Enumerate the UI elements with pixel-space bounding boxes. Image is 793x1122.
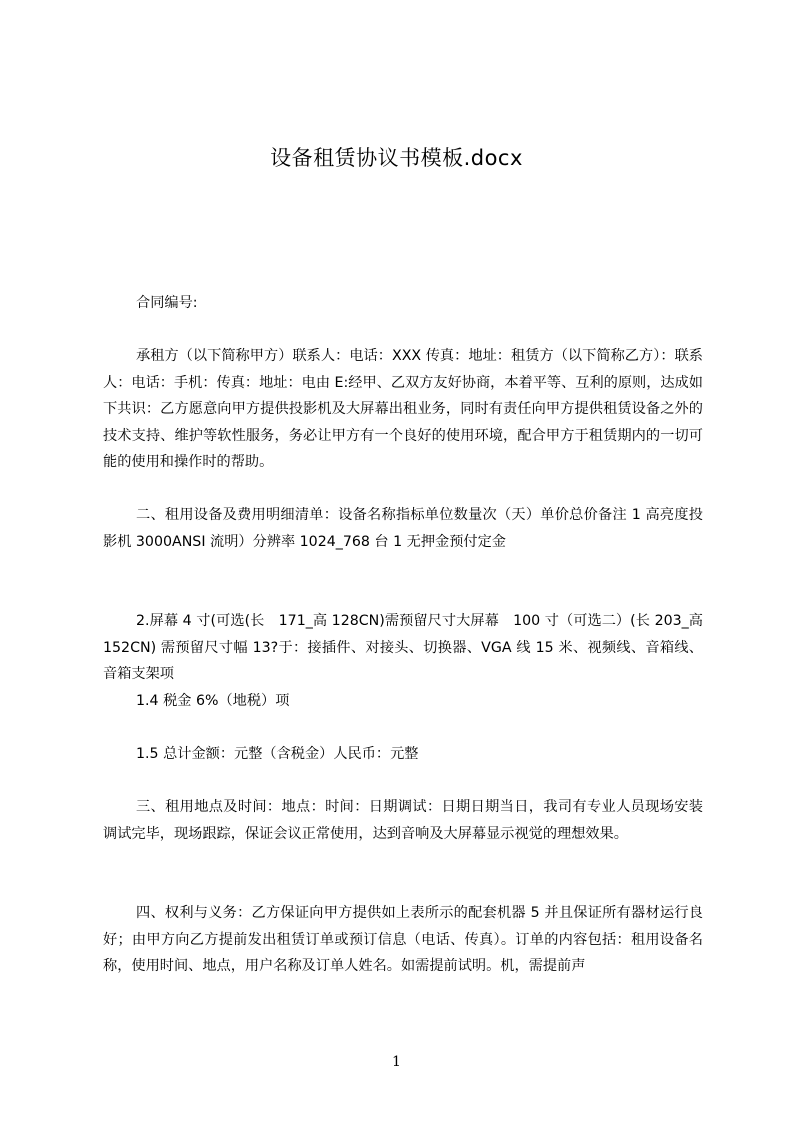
tax-paragraph: 1.4 税金 6%（地税）项 [136, 693, 290, 709]
screen-paragraph: 2.屏幕 4 寸(可选(长 171_高 128CN)需预留尺寸大屏幕 100 寸（可选二）(长 203_高 152CN) 需预留尺寸幅 13?于：接插件、对接头、切换器、VGA 线 15 米、视频线、音箱线、音箱支架项 [103, 613, 703, 682]
equipment-list-paragraph: 二、租用设备及费用明细清单：设备名称指标单位数量次（天）单价总价备注 1 高亮度投影机 3000ANSI 流明）分辨率 1024_768 台 1 无押金预付定金 [103, 507, 703, 550]
rights-obligations-paragraph: 四、权利与义务：乙方保证向甲方提供如上表所示的配套机器 5 并且保证所有器材运行良好；由甲方向乙方提前发出租赁订单或预订信息（电话、传真）。订单的内容包括：租用设备名称，使用时间、地点，用户名称及订单人姓名。如需提前试明。机，需提前声 [103, 905, 703, 974]
page-number: 1 [392, 1054, 401, 1070]
contract-number-paragraph: 合同编号: [136, 295, 198, 311]
parties-paragraph: 承租方（以下简称甲方）联系人：电话：XXX 传真：地址：租赁方（以下简称乙方）：联系人：电话：手机：传真：地址：电由 E:经甲、乙双方友好协商，本着平等、互利的原则，达成如下共识：乙方愿意向甲方提供投影机及大屏幕出租业务，同时有责任向甲方提供租赁设备之外的技术支持、维护等软性服务，务必让甲方有一个良好的使用环境，配合甲方于租赁期内的一切可能的使用和操作时的帮助。 [103, 348, 703, 470]
total-amount-paragraph: 1.5 总计金额：元整（含税金）人民币：元整 [136, 746, 419, 762]
location-time-paragraph: 三、租用地点及时间：地点：时间：日期调试：日期日期当日，我司有专业人员现场安装调试完毕，现场跟踪，保证会议正常使用，达到音响及大屏幕显示视觉的理想效果。 [103, 799, 703, 842]
document-title: 设备租赁协议书模板.docx [270, 146, 523, 170]
